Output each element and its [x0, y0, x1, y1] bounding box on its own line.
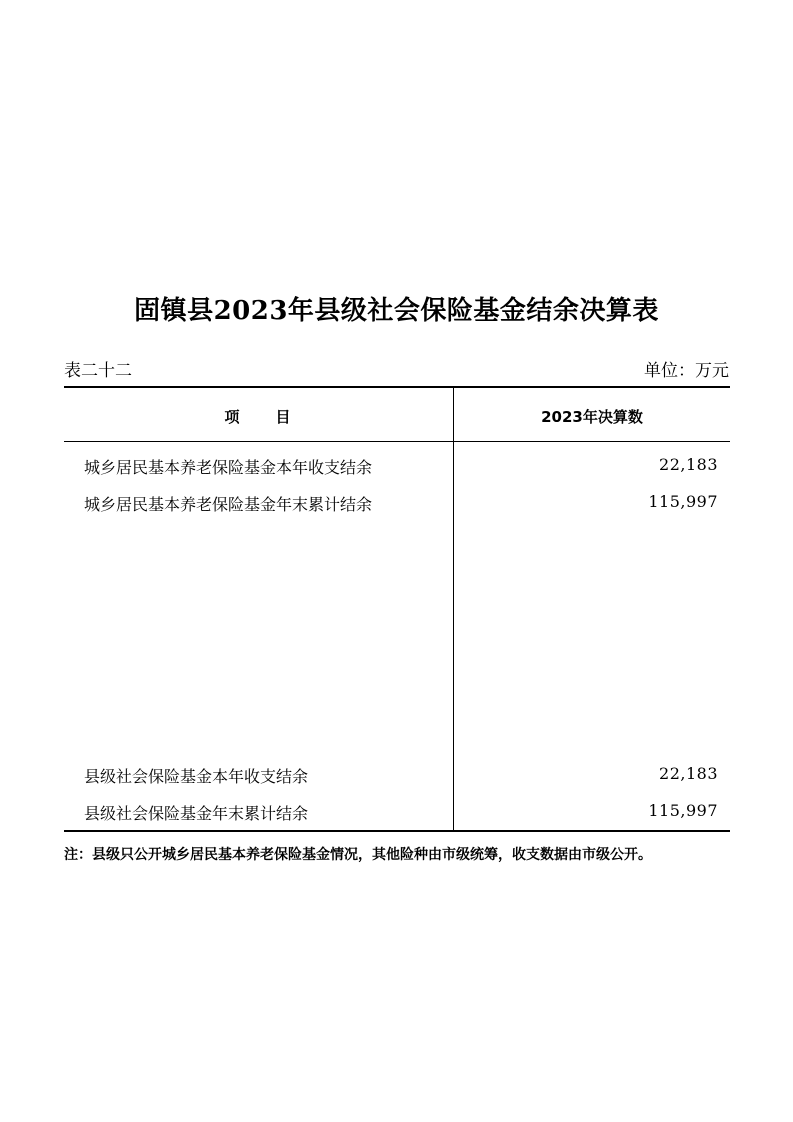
- table-row: [64, 764, 730, 792]
- row-label: 城乡居民基本养老保险基金年末累计结余: [84, 495, 373, 514]
- table-row: [64, 801, 730, 829]
- row-label: 城乡居民基本养老保险基金本年收支结余: [84, 458, 373, 477]
- row-label: 县级社会保险基金本年收支结余: [84, 767, 309, 786]
- row-value: 115,997: [648, 801, 718, 820]
- row-value: 22,183: [659, 764, 718, 783]
- table-row: [64, 455, 730, 483]
- budget-table: [64, 386, 730, 832]
- unit-label: 单位：万元: [644, 361, 729, 381]
- row-value: 115,997: [648, 492, 718, 511]
- row-value: 22,183: [659, 455, 718, 474]
- page-title: 固镇县2023年县级社会保险基金结余决算表: [134, 296, 659, 326]
- header-value: 2023年决算数: [541, 408, 643, 426]
- footnote: 注：县级只公开城乡居民基本养老保险基金情况，其他险种由市级统筹，收支数据由市级公开。: [64, 847, 652, 863]
- row-label: 县级社会保险基金年末累计结余: [84, 804, 309, 823]
- table-number: 表二十二: [64, 361, 132, 381]
- table-row: [64, 492, 730, 520]
- header-item: 项 目: [224, 408, 293, 426]
- header-divider: [64, 441, 730, 442]
